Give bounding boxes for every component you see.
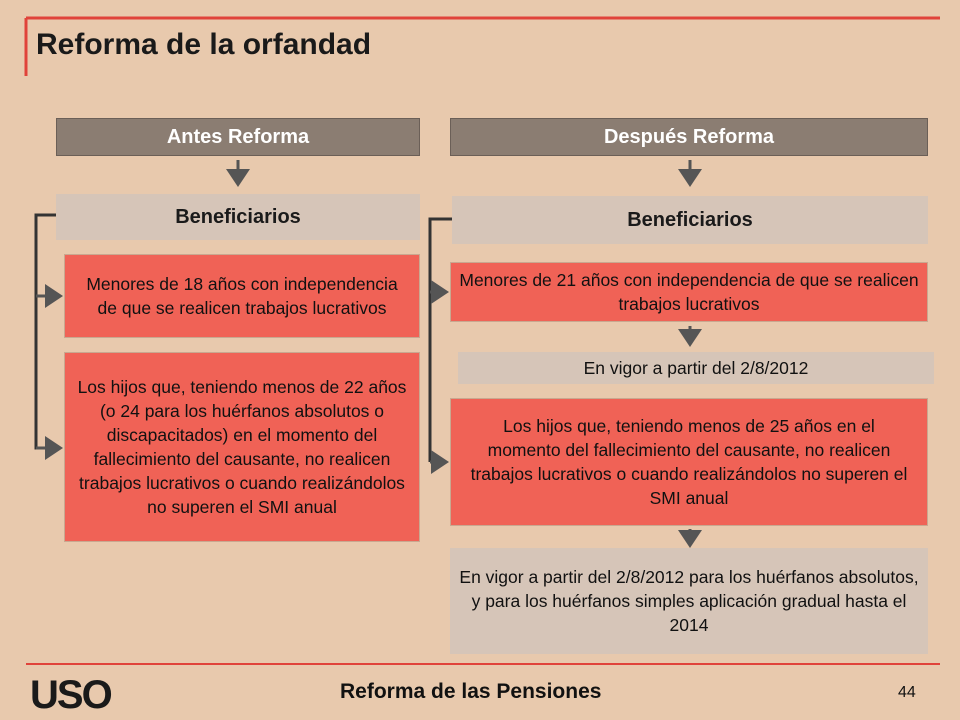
right-bracket — [430, 219, 452, 462]
before-box-children: Los hijos que, teniendo menos de 22 años (o 24 para los huérfanos absolutos o discapacitados) en el momento del fallecimiento del causante, no realicen trabajos lucrativos o cuando realizándolos no superen el SMI anual — [64, 352, 420, 542]
left-bracket — [36, 215, 58, 448]
after-note-orphans: En vigor a partir del 2/8/2012 para los huérfanos absolutos, y para los huérfanos simples aplicación gradual hasta el 2014 — [450, 548, 928, 654]
after-header: Después Reforma — [450, 118, 928, 156]
after-box-minors: Menores de 21 años con independencia de que se realicen trabajos lucrativos — [450, 262, 928, 322]
before-box-minors: Menores de 18 años con independencia de que se realicen trabajos lucrativos — [64, 254, 420, 338]
page-title: Reforma de la orfandad — [36, 28, 372, 61]
uso-logo — [30, 674, 126, 714]
footer-title: Reforma de las Pensiones — [340, 680, 602, 703]
page-number: 44 — [898, 684, 916, 701]
after-note-effective-date: En vigor a partir del 2/8/2012 — [458, 352, 934, 384]
svg-text:USO: USO — [30, 674, 111, 714]
after-beneficiaries-label: Beneficiarios — [452, 196, 928, 244]
before-beneficiaries-label: Beneficiarios — [56, 194, 420, 240]
before-header: Antes Reforma — [56, 118, 420, 156]
after-box-children: Los hijos que, teniendo menos de 25 años en el momento del fallecimiento del causante, no realicen trabajos lucrativos o cuando realizándolos no superen el SMI anual — [450, 398, 928, 526]
